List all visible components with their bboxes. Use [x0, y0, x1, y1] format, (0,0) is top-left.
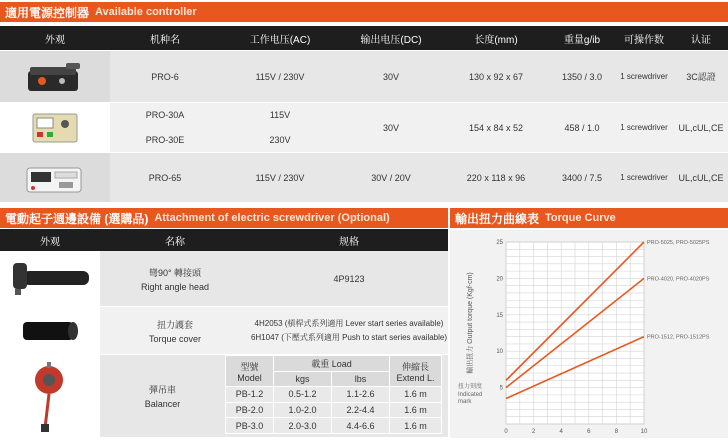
attachment-title-zh: 電動起子週邊設備 (選購品): [5, 211, 149, 226]
pro30-image: [0, 103, 110, 152]
weight-cell: 1350 / 3.0: [561, 71, 603, 82]
col-weight: 重量g/ib: [563, 34, 601, 46]
col-cert: 认证: [691, 34, 711, 46]
col-size: 长度(mm): [474, 34, 518, 46]
col-spec: 规格: [339, 236, 359, 248]
y-axis-label: 輸出扭力 Output torque (Kgf-cm): [467, 272, 474, 374]
right-angle-image: [0, 251, 100, 306]
cert-cell: UL,cUL,CE: [678, 122, 724, 133]
col-model: 机种名: [150, 34, 180, 46]
col-output-voltage: 输出电压(DC): [360, 34, 422, 46]
torque-chart-svg: [450, 230, 728, 438]
balancer-h-kgs: kgs: [274, 371, 332, 387]
torque-cover-spec-1: 4H2053 (槓桿式系列適用 Lever start series available): [254, 319, 444, 328]
col-appearance: 外观: [45, 34, 65, 46]
x-tick-label: 8: [614, 429, 619, 435]
y-tick-label: 15: [496, 312, 503, 319]
output-voltage-cell: 30V / 20V: [371, 172, 411, 183]
weight-cell: 458 / 1.0: [564, 122, 600, 133]
attachment-title-en: Attachment of electric screwdriver (Optional): [154, 212, 390, 224]
balancer-image: [0, 355, 100, 437]
table-row: [0, 307, 448, 355]
balancer-table: [225, 355, 442, 434]
series-label-0: PRO-5025, PRO-5025PS: [647, 240, 710, 246]
size-cell: 130 x 92 x 67: [468, 71, 524, 82]
x-axis-label-en-1: Indicated: [458, 392, 483, 398]
model-cell: PRO-65: [148, 172, 182, 183]
balancer-h-ext: 伸縮長 Extend L.: [390, 356, 442, 387]
weight-cell: 3400 / 7.5: [561, 172, 603, 183]
torque-chart: [450, 230, 728, 438]
x-axis-label-en-2: mark: [458, 399, 472, 405]
size-cell: 220 x 118 x 96: [466, 172, 526, 183]
work-voltage-b: 230V: [269, 134, 291, 145]
torque-cover-icon: [15, 316, 85, 346]
torque-cover-name-en: Torque cover: [148, 333, 202, 344]
work-voltage-cell: 115V / 230V: [255, 172, 305, 183]
x-tick-label: 4: [559, 429, 563, 435]
ops-cell: 1 screwdriver: [620, 72, 668, 81]
pro6-image: [0, 51, 110, 102]
table-row: [0, 51, 728, 103]
torque-cover-name-zh: 扭力護套: [156, 319, 193, 330]
controller-pro6-icon: [20, 57, 90, 97]
table-row: [0, 251, 448, 307]
torque-cover-image: [0, 307, 100, 354]
model-pro30a: PRO-30A: [145, 110, 185, 121]
cert-cell: 3C認證: [686, 72, 716, 82]
attachment-table-header: [0, 229, 448, 251]
size-cell: 154 x 84 x 52: [468, 122, 524, 133]
balancer-h-model: 型號 Model: [226, 356, 274, 387]
cert-cell: UL,cUL,CE: [678, 172, 724, 183]
spec-cell: 4P9123: [333, 273, 365, 284]
controller-title-en: Available controller: [95, 6, 197, 18]
right-angle-name-en: Right angle head: [140, 281, 210, 292]
table-row: [0, 355, 448, 438]
name-cell: [100, 251, 250, 306]
pro65-image: [0, 153, 110, 202]
col-appearance: 外观: [40, 236, 60, 248]
balancer-name-zh: 彈吊車: [148, 385, 176, 395]
table-row: PB-3.0 2.0-3.0 4.4-6.6 1.6 m: [226, 418, 442, 434]
work-voltage-cell: [220, 103, 340, 152]
output-voltage-cell: 30V: [382, 71, 399, 82]
table-row: [0, 103, 728, 153]
torque-title-en: Torque Curve: [545, 212, 616, 224]
table-row: [0, 153, 728, 203]
controller-pro65-icon: [19, 158, 91, 198]
torque-section-title: [450, 208, 728, 228]
y-tick-label: 5: [499, 385, 503, 392]
col-work-voltage: 工作电压(AC): [249, 34, 311, 46]
work-voltage-cell: 115V / 230V: [255, 71, 305, 82]
model-pro30e: PRO-30E: [145, 134, 185, 145]
attachment-section-title: [0, 208, 448, 228]
balancer-icon: [25, 358, 75, 434]
model-cell: [110, 103, 220, 152]
x-tick-label: 0: [504, 429, 508, 435]
output-voltage-cell: 30V: [382, 122, 399, 133]
controller-pro30-icon: [27, 108, 83, 148]
balancer-spec-cell: [225, 355, 448, 437]
name-cell: [100, 307, 250, 354]
y-tick-label: 25: [496, 240, 503, 246]
y-tick-label: 10: [496, 349, 503, 356]
balancer-h-lbs: lbs: [332, 371, 390, 387]
ops-cell: 1 screwdriver: [620, 173, 668, 182]
right-angle-head-icon: [5, 259, 95, 299]
controller-table-header: [0, 26, 728, 50]
model-cell: PRO-6: [151, 71, 179, 82]
col-ops: 可操作数: [624, 34, 664, 46]
name-cell: [100, 355, 225, 437]
balancer-name-en: Balancer: [144, 399, 181, 409]
series-label-1: PRO-4020, PRO-4020PS: [647, 276, 710, 283]
ops-cell: 1 screwdriver: [620, 123, 668, 132]
controller-section-title: [0, 2, 728, 22]
x-axis-label-zh: 扭力刻度: [458, 384, 483, 390]
y-tick-label: 20: [496, 276, 503, 283]
spec-cell: [250, 307, 448, 354]
work-voltage-a: 115V: [269, 110, 291, 121]
torque-title-zh: 輸出扭力曲線表: [455, 211, 540, 226]
table-row: PB-1.2 0.5-1.2 1.1-2.6 1.6 m: [226, 387, 442, 403]
table-row: PB-2.0 1.0-2.0 2.2-4.4 1.6 m: [226, 402, 442, 418]
balancer-h-load: 載重 Load: [274, 356, 390, 372]
col-name: 名称: [165, 236, 185, 248]
x-tick-label: 2: [531, 429, 536, 435]
x-tick-label: 6: [587, 429, 591, 435]
controller-title-zh: 適用電源控制器: [5, 5, 90, 20]
torque-cover-spec-2: 6H1047 (下壓式系列適用 Push to start series available): [250, 333, 448, 342]
right-angle-name-zh: 彎90° 轉接頭: [148, 267, 202, 278]
x-tick-label: 10: [640, 429, 648, 435]
series-label-2: PRO-1512, PRO-1512PS: [647, 334, 710, 341]
